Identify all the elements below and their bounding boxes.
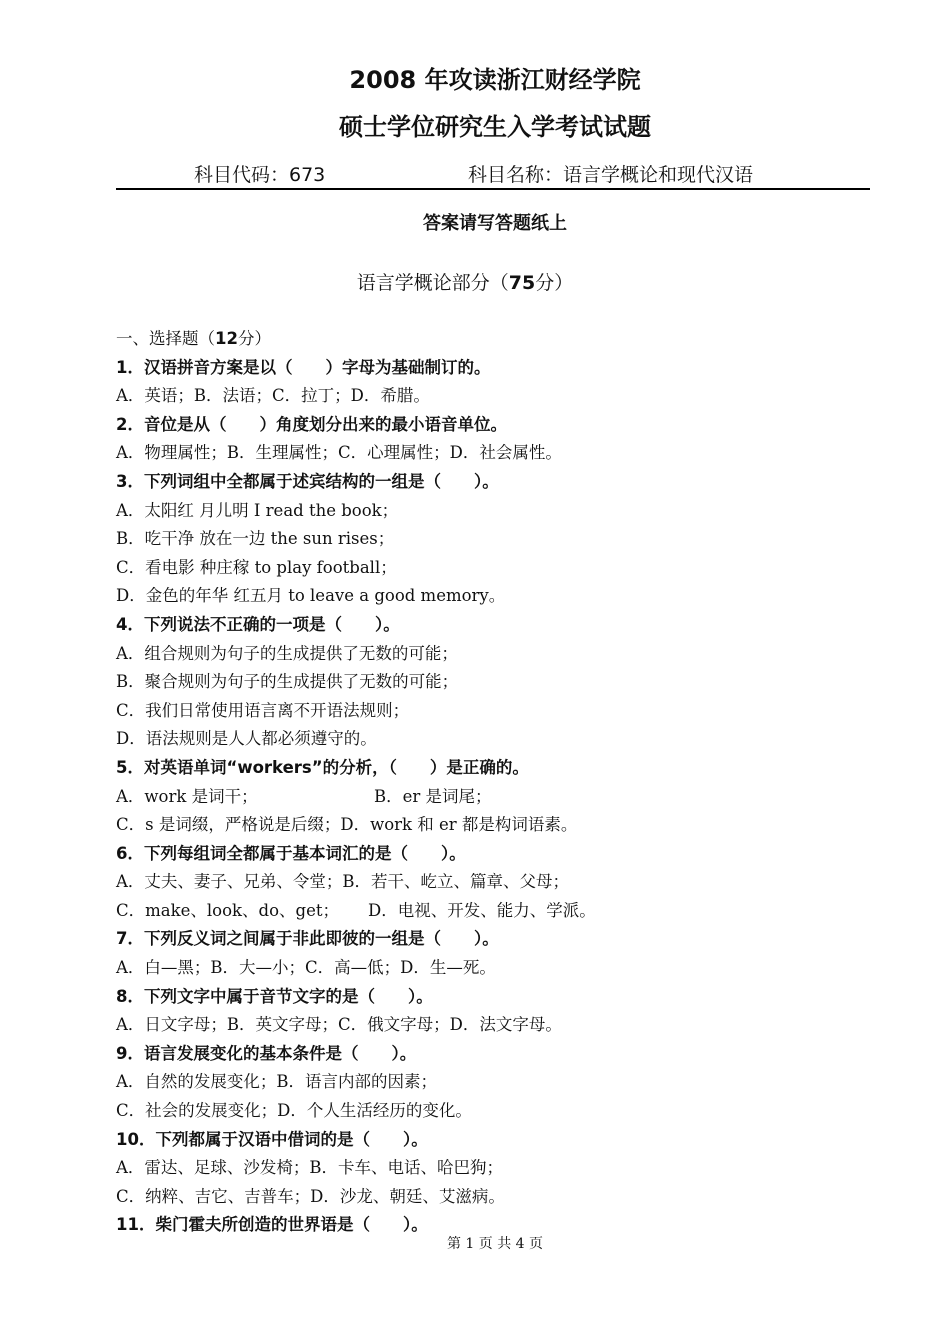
line-text: C．s 是词缀，严格说是后缀；D．work 和 er 都是构词语素。	[116, 815, 578, 835]
line-text: A．日文字母；B．英文字母；C．俄文字母；D．法文字母。	[116, 1015, 562, 1035]
line-text: 11．柴门霍夫所创造的世界语是（ ）。	[116, 1215, 428, 1235]
section-title-end: 分）	[237, 329, 271, 348]
part-title-end: 分）	[535, 272, 574, 294]
section-title	[116, 325, 876, 354]
question-stem	[116, 754, 876, 783]
part-score: 75	[508, 272, 536, 294]
question-stem	[116, 611, 876, 640]
answer-options	[116, 525, 876, 554]
answer-options	[116, 582, 876, 611]
line-text: A．英语；B．法语；C．拉丁；D．希腊。	[116, 386, 430, 406]
answer-options	[116, 640, 876, 669]
answer-options	[116, 1097, 876, 1126]
exam-title-line1: 2008 年攻读浙江财经学院	[349, 66, 641, 94]
line-text: 8．下列文字中属于音节文字的是（ ）。	[116, 986, 433, 1006]
exam-title-line2: 硕士学位研究生入学考试试题	[339, 113, 651, 141]
line-text: A．work 是词干；	[116, 786, 258, 806]
subject-code: 科目代码：673	[194, 164, 326, 186]
line-text: A．组合规则为句子的生成提供了无数的可能；	[116, 643, 458, 663]
line-text: 7．下列反义词之间属于非此即彼的一组是（ ）。	[116, 929, 499, 949]
line-text: 10．下列都属于汉语中借词的是（ ）。	[116, 1129, 428, 1149]
line-text: 6．下列每组词全都属于基本词汇的是（ ）。	[116, 843, 466, 863]
line-text: A．雷达、足球、沙发椅；B．卡车、电话、哈巴狗；	[116, 1158, 504, 1178]
question-content	[116, 325, 876, 1240]
line-text-second: B．er 是词尾；	[374, 786, 492, 806]
section-score: 12	[215, 329, 238, 348]
answer-options	[116, 811, 876, 840]
question-stem	[116, 1126, 876, 1155]
answer-options	[116, 697, 876, 726]
answer-options	[116, 954, 876, 983]
line-text: 4．下列说法不正确的一项是（ ）。	[116, 614, 400, 634]
line-text: 3．下列词组中全都属于述宾结构的一组是（ ）。	[116, 471, 499, 491]
line-text: A．自然的发展变化；B．语言内部的因素；	[116, 1072, 438, 1092]
line-text: A．太阳红 月儿明 I read the book；	[116, 500, 399, 520]
question-stem	[116, 840, 876, 869]
page-footer: 第 1 页 共 4 页	[446, 1236, 544, 1252]
question-lines	[116, 354, 876, 1240]
line-text: A．物理属性；B．生理属性；C．心理属性；D．社会属性。	[116, 443, 562, 463]
answer-options	[116, 1068, 876, 1097]
answer-options	[116, 668, 876, 697]
answer-options	[116, 1011, 876, 1040]
line-text: C．社会的发展变化；D．个人生活经历的变化。	[116, 1101, 472, 1121]
line-text: 1．汉语拼音方案是以（ ）字母为基础制订的。	[116, 357, 491, 377]
line-text: C．make、look、do、get；	[116, 900, 339, 920]
line-text: A．白—黑；B．大—小；C．高—低；D．生—死。	[116, 958, 496, 978]
line-text: 5．对英语单词“workers”的分析，（ ）是正确的。	[116, 757, 529, 777]
question-stem	[116, 983, 876, 1012]
answer-options	[116, 1183, 876, 1212]
line-text: C．看电影 种庄稼 to play football；	[116, 557, 397, 577]
question-stem	[116, 925, 876, 954]
line-text: A．丈夫、妻子、兄弟、令堂；B．若干、屹立、篇章、父母；	[116, 872, 570, 892]
section-title-text: 一、选择题（	[116, 329, 215, 348]
line-text: C．我们日常使用语言离不开语法规则；	[116, 700, 410, 720]
question-stem	[116, 1040, 876, 1069]
answer-options	[116, 554, 876, 583]
answer-options	[116, 439, 876, 468]
line-text: 2．音位是从（ ）角度划分出来的最小语音单位。	[116, 414, 507, 434]
line-text: D．金色的年华 红五月 to leave a good memory。	[116, 586, 506, 606]
line-text: B．吃干净 放在一边 the sun rises；	[116, 529, 395, 549]
answer-options	[116, 1154, 876, 1183]
part-title-text: 语言学概论部分（	[356, 272, 509, 294]
answer-notice: 答案请写答题纸上	[423, 213, 567, 234]
answer-options	[116, 382, 876, 411]
answer-options	[116, 783, 876, 812]
line-text-second: D．电视、开发、能力、学派。	[368, 900, 596, 920]
line-text: 9．语言发展变化的基本条件是（ ）。	[116, 1043, 417, 1063]
question-stem	[116, 354, 876, 383]
line-text: C．纳粹、吉它、吉普车；D．沙龙、朝廷、艾滋病。	[116, 1186, 505, 1206]
answer-options	[116, 725, 876, 754]
line-text: D．语法规则是人人都必须遵守的。	[116, 729, 377, 749]
answer-options	[116, 868, 876, 897]
header-divider	[116, 188, 870, 190]
answer-options	[116, 497, 876, 526]
line-text: B．聚合规则为句子的生成提供了无数的可能；	[116, 672, 459, 692]
question-stem	[116, 411, 876, 440]
subject-name: 科目名称：语言学概论和现代汉语	[468, 164, 754, 186]
answer-options	[116, 897, 876, 926]
question-stem	[116, 468, 876, 497]
part-title	[0, 268, 930, 295]
